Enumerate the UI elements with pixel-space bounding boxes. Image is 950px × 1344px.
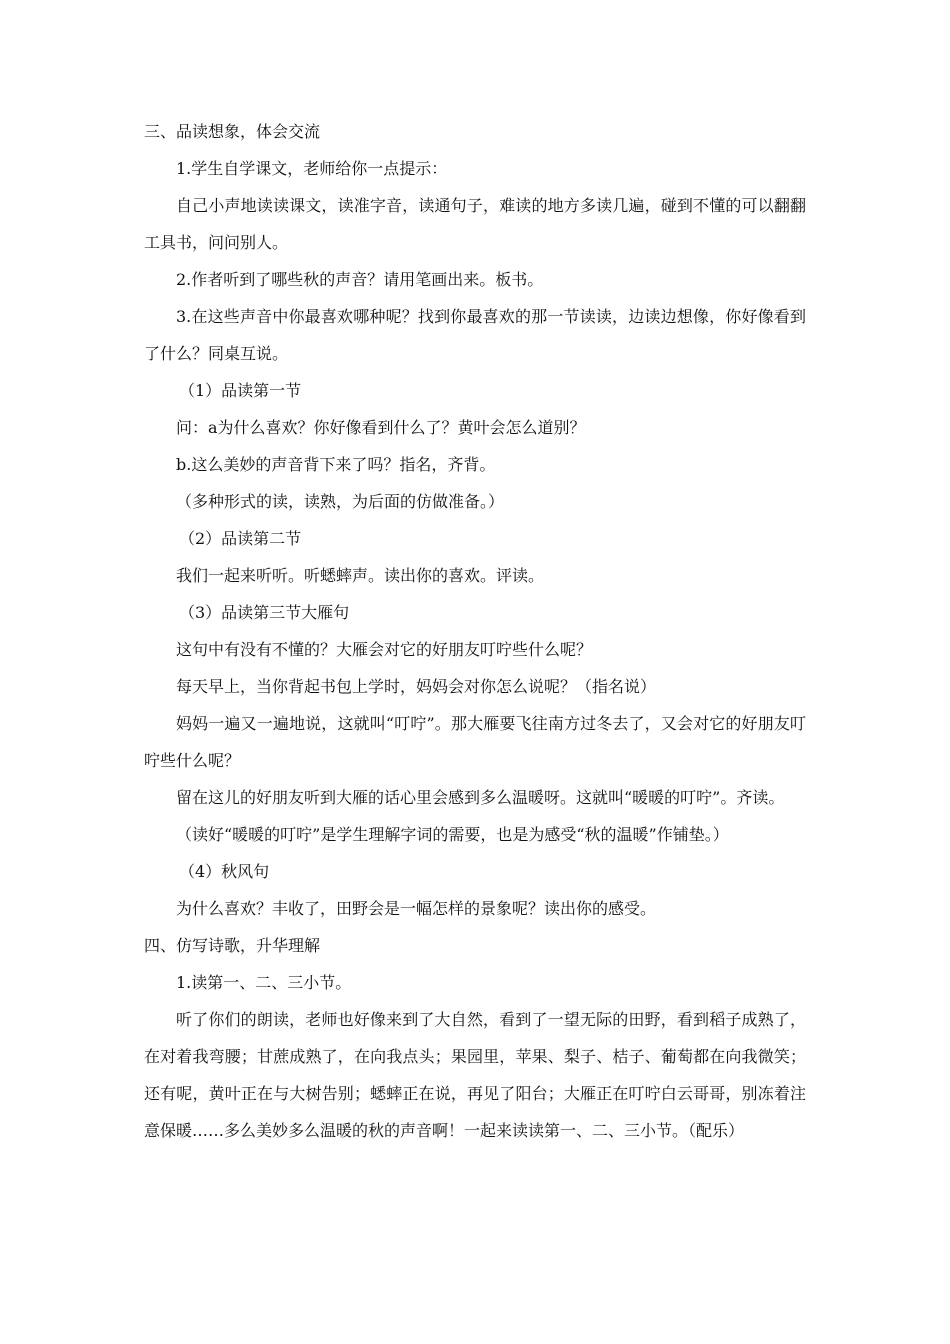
subsection-1: （1）品读第一节 — [179, 381, 302, 400]
subsection-3-question: 这句中有没有不懂的？大雁会对它的好朋友叮咛些什么呢？ — [176, 640, 593, 659]
step-1: 1.学生自学课文，老师给你一点提示： — [176, 159, 448, 178]
step-3: 3.在这些声音中你最喜欢哪种呢？找到你最喜欢的那一节读读，边读边想像，你好像看到了什么？同桌互说。 — [144, 307, 806, 363]
subsection-3: （3）品读第三节大雁句 — [179, 603, 350, 622]
note-1: （多种形式的读，读熟，为后面的仿做准备。） — [176, 492, 505, 511]
subsection-4: （4）秋风句 — [179, 862, 270, 881]
subsection-4-text: 为什么喜欢？丰收了，田野会是一幅怎样的景象呢？读出你的感受。 — [176, 899, 657, 918]
section-heading-4: 四、仿写诗歌，升华理解 — [144, 936, 321, 955]
subsection-3-warm: 留在这儿的好朋友听到大雁的话心里会感到多么温暖呀。这就叫“暖暖的叮咛”。齐读。 — [176, 788, 785, 807]
step-2: 2.作者听到了哪些秋的声音？请用笔画出来。板书。 — [176, 270, 544, 289]
note-2: （读好“暖暖的叮咛”是学生理解字词的需要，也是为感受“秋的温暖”作铺垫。） — [176, 825, 729, 844]
subsection-3-morning: 每天早上，当你背起书包上学时，妈妈会对你怎么说呢？（指名说） — [176, 677, 657, 696]
section-heading-3: 三、品读想象，体会交流 — [144, 122, 321, 141]
question-b: b.这么美妙的声音背下来了吗？指名，齐背。 — [176, 455, 496, 474]
question-a: 问：a为什么喜欢？你好像看到什么了？黄叶会怎么道别？ — [176, 418, 586, 437]
subsection-2: （2）品读第二节 — [179, 529, 302, 548]
step-1-hint: 自己小声地读读课文，读准字音，读通句子，难读的地方多读几遍，碰到不懂的可以翻翻工具书，问问别人。 — [144, 196, 806, 252]
subsection-3-mom: 妈妈一遍又一遍地说，这就叫“叮咛”。那大雁要飞往南方过冬去了，又会对它的好朋友叮咛些什么呢？ — [144, 714, 806, 770]
subsection-2-text: 我们一起来听听。听蟋蟀声。读出你的喜欢。评读。 — [176, 566, 545, 585]
step-4-1: 1.读第一、二、三小节。 — [176, 973, 352, 992]
document-body — [144, 113, 806, 1149]
step-4-1-text: 听了你们的朗读，老师也好像来到了大自然，看到了一望无际的田野，看到稻子成熟了，在对着我弯腰；甘蔗成熟了，在向我点头；果园里，苹果、梨子、桔子、葡萄都在向我微笑；还有呢，黄叶正在与大树告别；蟋蟀正在说，再见了阳台；大雁正在叮咛白云哥哥，别冻着注意保暖……多么美妙多么温暖的秋的声音啊！一起来读读第一、二、三小节。（配乐） — [144, 1010, 806, 1140]
